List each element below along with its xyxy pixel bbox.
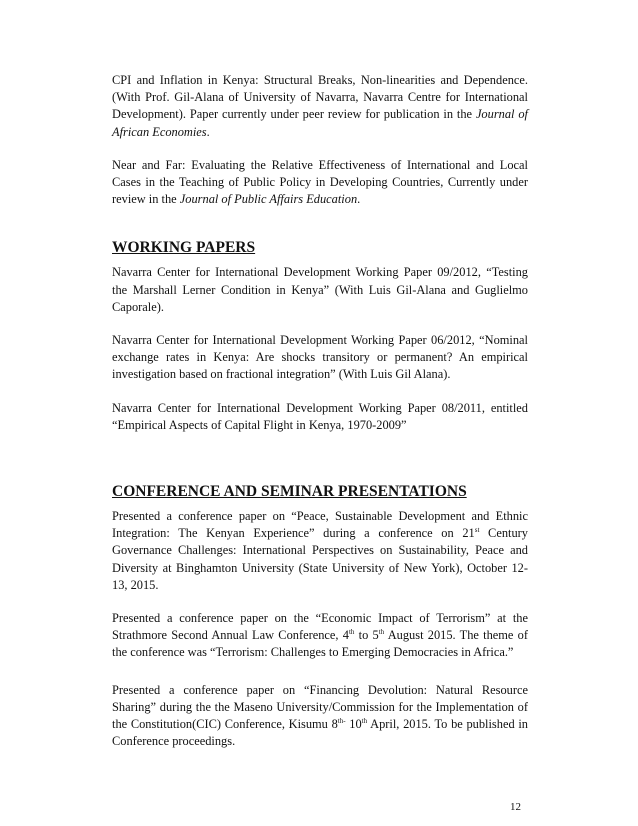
review-paper-2-text: Near and Far: Evaluating the Relative Effectiveness of International and Local Cases in the Teaching of Public Policy in Developing Countries, Currently under review in the [112, 157, 528, 207]
review-paper-2-end: . [357, 192, 361, 207]
conference-3-sup-b: th [361, 716, 368, 725]
conference-1-text-b: Century Governance Challenges: International Perspectives on Sustainability, Peace and Diversity at Binghamton University (State University of New York), October 12-13, 2015. [112, 526, 528, 592]
conference-3-text-a: Presented a conference paper on “Financing Devolution: Natural Resource Sharing” during the the Maseno University/Commission for the Implementation of the Constitution(CIC) Conference, Kisumu 8 [112, 682, 528, 732]
conference-item-1 [112, 508, 528, 594]
conference-2-text-b: to 5 [354, 628, 379, 643]
conference-3-text-c: April, 2015. To be published in Conference proceedings. [112, 717, 528, 749]
review-paper-1-journal: Journal of African Economies [112, 107, 529, 139]
conferences-heading: CONFERENCE AND SEMINAR PRESENTATIONS [112, 483, 467, 501]
document-page [112, 72, 528, 750]
page-number: 12 [510, 801, 521, 813]
review-paper-2 [112, 157, 528, 209]
conference-item-2 [112, 610, 528, 662]
conference-2-sup-b: th [378, 628, 385, 637]
review-paper-1 [112, 72, 528, 141]
conference-3-text-b: 10 [345, 717, 362, 732]
review-paper-2-journal: Journal of Public Affairs Education [179, 192, 358, 207]
conference-1-sup-a: st [474, 526, 480, 535]
conference-1-text-a: Presented a conference paper on “Peace, Sustainable Development and Ethnic Integration: The Kenyan Experience” during a conference on 21 [112, 509, 528, 541]
working-paper-2: Navarra Center for International Development Working Paper 06/2012, “Nominal exchange rates in Kenya: Are shocks transitory or permanent? An empirical investigation based on fractional integration” (With Luis Gil Alana). [112, 333, 528, 382]
conference-2-text-c: August 2015. The theme of the conference was “Terrorism: Challenges to Emerging Democracies in Africa.” [112, 628, 528, 660]
conference-2-sup-a: th [348, 628, 355, 637]
conference-2-text-a: Presented a conference paper on the “Economic Impact of Terrorism” at the Strathmore Second Annual Law Conference, 4 [112, 611, 528, 643]
review-paper-1-end: . [206, 124, 210, 139]
working-paper-3: Navarra Center for International Development Working Paper 08/2011, entitled “Empirical Aspects of Capital Flight in Kenya, 1970-2009” [112, 400, 528, 432]
review-paper-1-text: CPI and Inflation in Kenya: Structural Breaks, Non-linearities and Dependence. (With Prof. Gil-Alana of University of Navarra, Navarra Centre for International Development). Paper currently under peer review for publication in the [112, 73, 528, 122]
working-paper-1: Navarra Center for International Development Working Paper 09/2012, “Testing the Marshall Lerner Condition in Kenya” (With Luis Gil-Alana and Guglielmo Caporale). [112, 265, 528, 314]
conference-item-3 [112, 682, 528, 751]
working-papers-heading: WORKING PAPERS [112, 239, 256, 257]
conference-3-sup-a: th- [337, 716, 346, 725]
